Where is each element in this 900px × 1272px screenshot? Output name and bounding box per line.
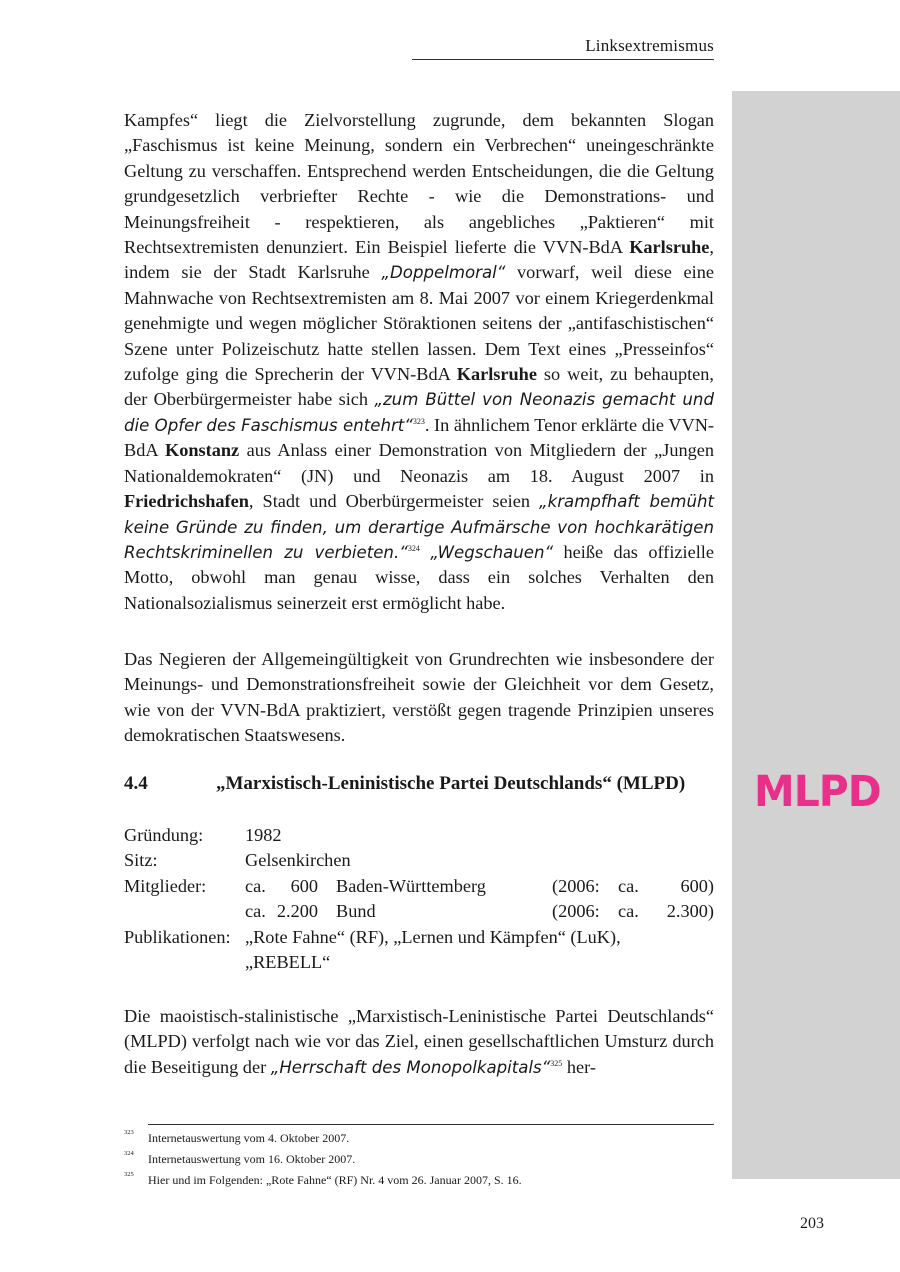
section-title: „Marxistisch-Leninistische Partei Deutschlands“ (MLPD) bbox=[216, 773, 686, 794]
mlpd-logo: MLPD bbox=[754, 767, 881, 817]
quote-buettel: „zum Büttel von Neonazis gemacht und die Opfer des Faschismus entehrt“ bbox=[124, 390, 714, 435]
fact-row-seat: Sitz: Gelsenkirchen bbox=[124, 850, 351, 871]
place-friedrichshafen: Friedrichshafen bbox=[124, 491, 249, 512]
fact-row-founding: Gründung: 1982 bbox=[124, 825, 282, 845]
fact-sheet bbox=[124, 825, 714, 977]
section-number: 4.4 bbox=[124, 773, 148, 794]
quote-wegschauen: „Wegschauen“ bbox=[430, 542, 554, 562]
paragraph-3: Die maoistisch-stalinistische „Marxistisch-Leninistische Partei Deutschlands“ (MLPD) verfolgt nach wie vor das Ziel, einen gesellschaftlichen Umsturz durch die Beseitigung der „Herrschaft des Monopolkapitals“$^{325}$ her- bbox=[124, 1006, 714, 1077]
paragraph-1: Kampfes“ liegt die Zielvorstellung zugrunde, dem bekannten Slogan „Faschismus ist keine Meinung, sondern ein Verbrechen“ uneingeschränkte Geltung zu verschaffen. Entsprechend werden Entscheidungen, die die Geltung grundgesetzlich verbriefter Rechte - wie die Demonstrations- und Meinungsfreiheit - respektieren, als angebliches „Paktieren“ mit Rechtsextremisten denunziert. Ein Beispiel lieferte die VVN-BdA Karlsruhe, indem sie der Stadt Karlsruhe „Doppelmoral“ vorwarf, weil diese eine Mahnwache von Rechtsextremisten am 8. Mai 2007 vor einem Kriegerdenkmal genehmigte und wegen möglicher Störaktionen seitens der „antifaschistischen“ Szene unter Polizeischutz hatte stellen lassen. Dem Text eines „Presseinfos“ zufolge ging die Sprecherin der VVN-BdA Karlsruhe so weit, zu behaupten, der Oberbürgermeister habe sich „zum Büttel von Neonazis gemacht und die Opfer des Faschismus entehrt“$^{323}$. In ähnlichem Tenor erklärte die VVN-BdA Konstanz aus Anlass einer Demonstration von Mitgliedern der „Jungen Nationaldemokraten“ (JN) und Neonazis am 18. August 2007 in Friedrichshafen, Stadt und Oberbürgermeister seien „krampfhaft bemüht keine Gründe zu finden, um derartige Aufmärsche von hochkarätigen Rechtskriminellen zu verbieten.“$^{324}$ „Wegschauen“ heiße das offizielle Motto, obwohl man genau wisse, dass ein solches Verhalten den Nationalsozialismus seinerzeit erst ermöglicht habe. bbox=[124, 110, 715, 613]
footnote-324: 324 Internetauswertung vom 16. Oktober 2007. bbox=[124, 1150, 356, 1166]
footnotes bbox=[124, 1131, 714, 1194]
place-konstanz: Konstanz bbox=[164, 440, 240, 461]
page-number: 203 bbox=[800, 1215, 824, 1232]
header-rule bbox=[412, 59, 714, 60]
footnote-ref-325: 325 bbox=[550, 1058, 563, 1068]
footnote-ref-324: 324 bbox=[407, 543, 420, 553]
place-karlsruhe-2: Karlsruhe bbox=[456, 364, 537, 385]
side-strip bbox=[732, 91, 900, 1179]
running-header: Linksextremismus bbox=[585, 36, 714, 55]
footnote-rule bbox=[148, 1124, 714, 1125]
fact-row-members-bund: ca. 2.200 Bund (2006: ca. 2.300) bbox=[245, 901, 714, 922]
footnote-ref-323: 323 bbox=[412, 416, 425, 426]
fact-row-publications: Publikationen: „Rote Fahne“ (RF), „Lernen und Kämpfen“ (LuK), bbox=[124, 926, 621, 947]
place-karlsruhe: Karlsruhe bbox=[629, 237, 710, 258]
fact-row-members-bw: Mitglieder: ca. 600 Baden-Württemberg (2006: ca. 600) bbox=[124, 875, 714, 896]
footnote-323: 323 Internetauswertung vom 4. Oktober 2007. bbox=[124, 1129, 350, 1145]
quote-doppelmoral: „Doppelmoral“ bbox=[381, 263, 506, 283]
quote-monopolkapital: „Herrschaft des Monopolkapitals“ bbox=[270, 1057, 551, 1077]
paragraph-2: Das Negieren der Allgemeingültigkeit von Grundrechten wie insbesondere der Meinungs- und Demonstrationsfreiheit sowie der Gleichheit vor dem Gesetz, wie von der VVN-BdA praktiziert, verstößt gegen tragende Prinzipien unseres demokratischen Staatswesens. bbox=[124, 649, 714, 746]
quote-krampfhaft: „krampfhaft bemüht keine Gründe zu finden, um derartige Aufmärsche von hochkarätigen Rechtskriminellen zu verbieten.“ bbox=[124, 492, 714, 562]
fact-row-publications-2: „REBELL“ bbox=[245, 951, 331, 972]
footnote-325: 325 Hier und im Folgenden: „Rote Fahne“ (RF) Nr. 4 vom 26. Januar 2007, S. 16. bbox=[124, 1171, 522, 1187]
